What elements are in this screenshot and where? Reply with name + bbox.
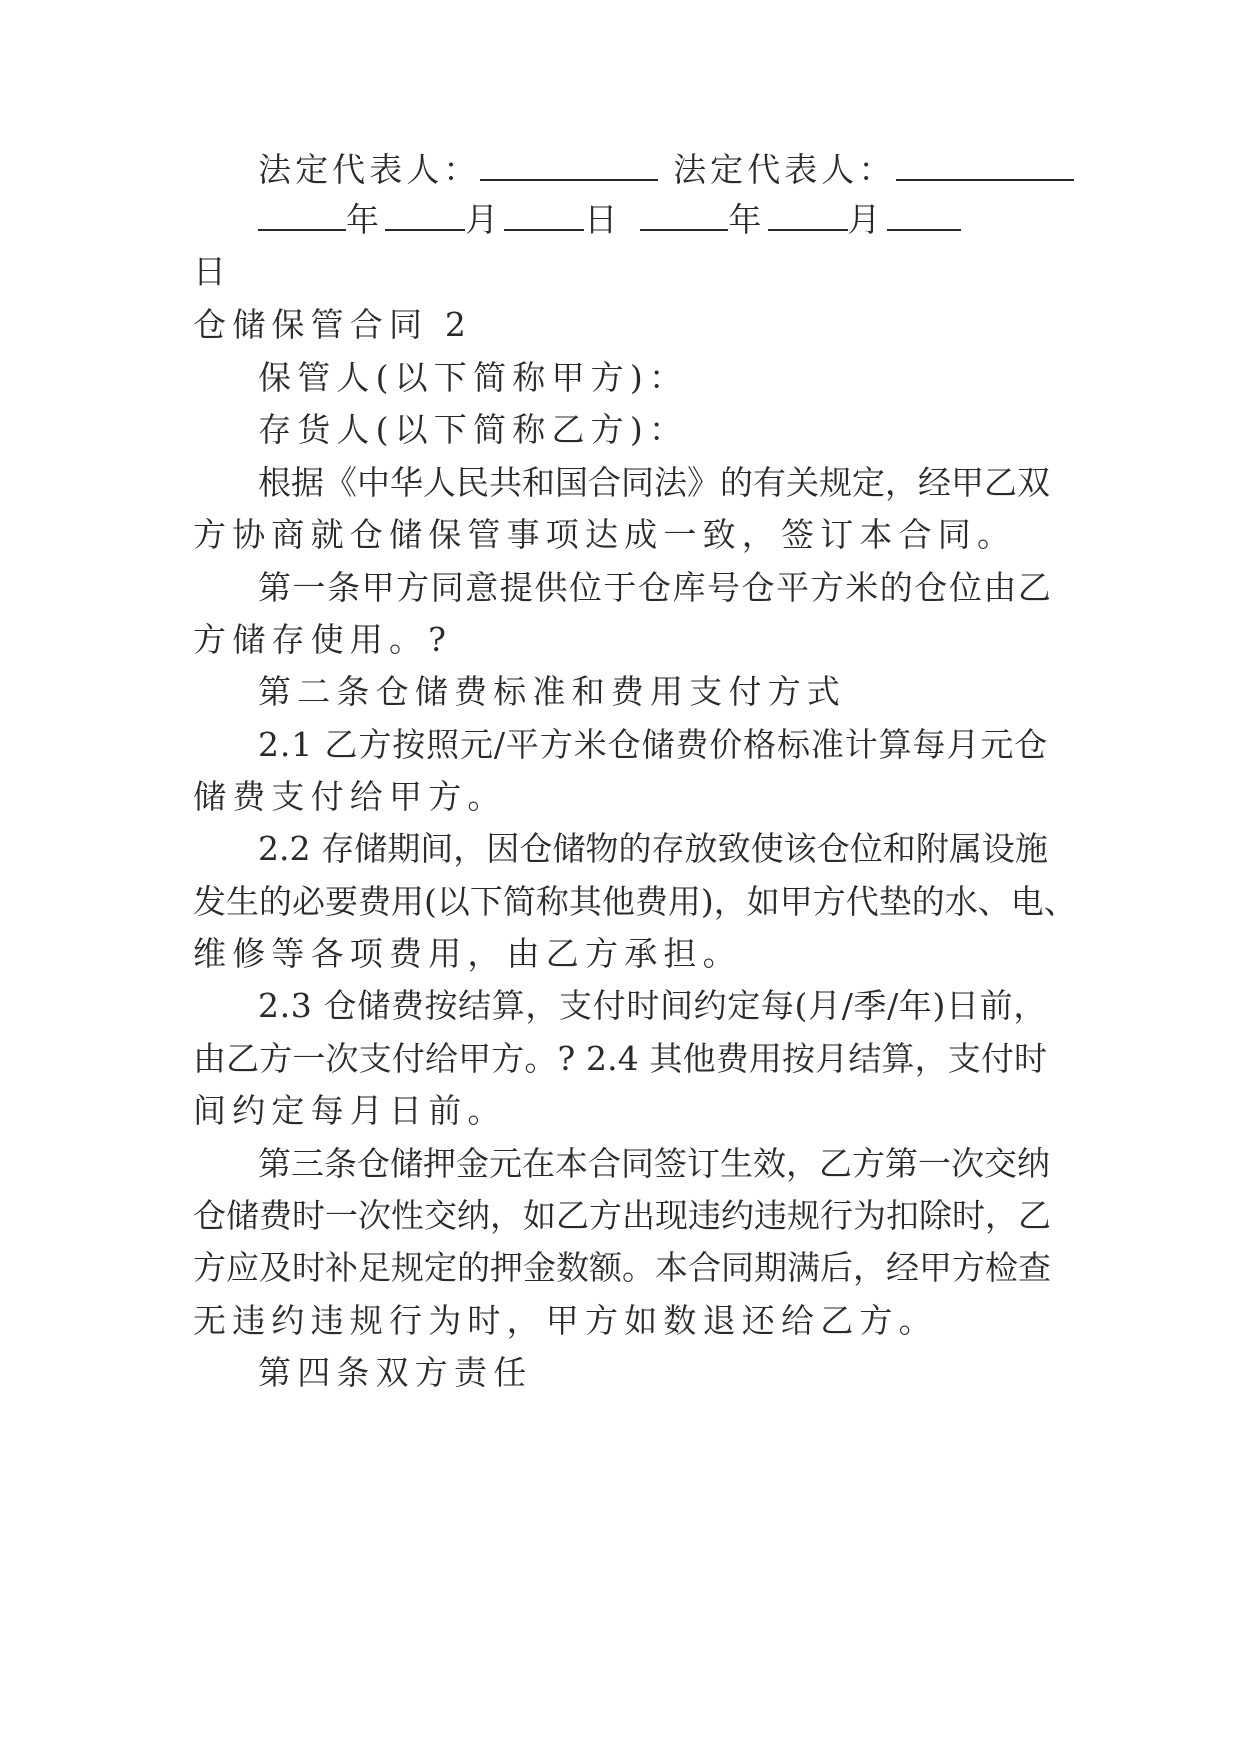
body-line: 储费支付给甲方。: [193, 777, 507, 816]
body-line: 由乙方一次支付给甲方。? 2.4 其他费用按月结算，支付时: [193, 1039, 1048, 1078]
day-blank-a: [504, 203, 584, 231]
party-keeper: 保管人(以下简称甲方)：: [258, 358, 689, 397]
contract-title: 仓储保管合同 2: [193, 305, 473, 344]
body-line: 间约定每月日前。: [193, 1091, 507, 1130]
body-line: 2.2 存储期间，因仓储物的存放致使该仓位和附属设施: [258, 829, 1048, 868]
body-line: 维修等各项费用，由乙方承担。: [193, 934, 742, 973]
body-line: 方协商就仓储保管事项达成一致，签订本合同。: [193, 515, 1017, 554]
body-line: 方应及时补足规定的押金数额。本合同期满后，经甲方检查: [193, 1248, 1051, 1287]
body-line: 无违约违规行为时，甲方如数退还给乙方。: [193, 1301, 938, 1340]
body-line: 方储存使用。?: [193, 620, 453, 659]
year-label-a: 年: [346, 200, 386, 239]
body-line: 根据《中华人民共和国合同法》的有关规定，经甲乙双: [258, 463, 1050, 502]
day-wrap-line: 日: [193, 252, 233, 291]
year-blank-a: [258, 203, 346, 231]
body-line: 第一条甲方同意提供位于仓库号仓平方米的仓位由乙: [258, 568, 1053, 607]
month-blank-a: [385, 203, 465, 231]
day-label-a: 日: [584, 200, 624, 239]
rep-blank-b: [896, 153, 1074, 181]
rep-label-a: 法定代表人：: [258, 150, 481, 189]
year-blank-b: [640, 203, 728, 231]
rep-blank-a: [480, 153, 658, 181]
section-heading: 第四条双方责任: [258, 1353, 533, 1392]
signature-rep-line: [258, 150, 1053, 190]
body-line: 仓储费时一次性交纳，如乙方出现违约违规行为扣除时，乙: [193, 1196, 1051, 1235]
rep-label-b: 法定代表人：: [673, 150, 896, 189]
day-blank-b: [887, 203, 961, 231]
signature-date-line: [258, 200, 1053, 240]
month-label-a: 月: [465, 200, 505, 239]
party-depositor: 存货人(以下简称乙方)：: [258, 410, 689, 449]
month-blank-b: [768, 203, 848, 231]
body-line: 2.3 仓储费按结算，支付时间约定每(月/季/年)日前，: [258, 986, 1047, 1025]
month-label-b: 月: [847, 200, 887, 239]
body-line: 发生的必要费用(以下简称其他费用)，如甲方代垫的水、电、: [193, 882, 1077, 921]
year-label-b: 年: [728, 200, 768, 239]
body-line: 第三条仓储押金元在本合同签订生效，乙方第一次交纳: [258, 1144, 1050, 1183]
body-line: 2.1 乙方按照元/平方米仓储费价格标准计算每月元仓: [258, 725, 1049, 764]
body-line: 第二条仓储费标准和费用支付方式: [258, 672, 846, 711]
